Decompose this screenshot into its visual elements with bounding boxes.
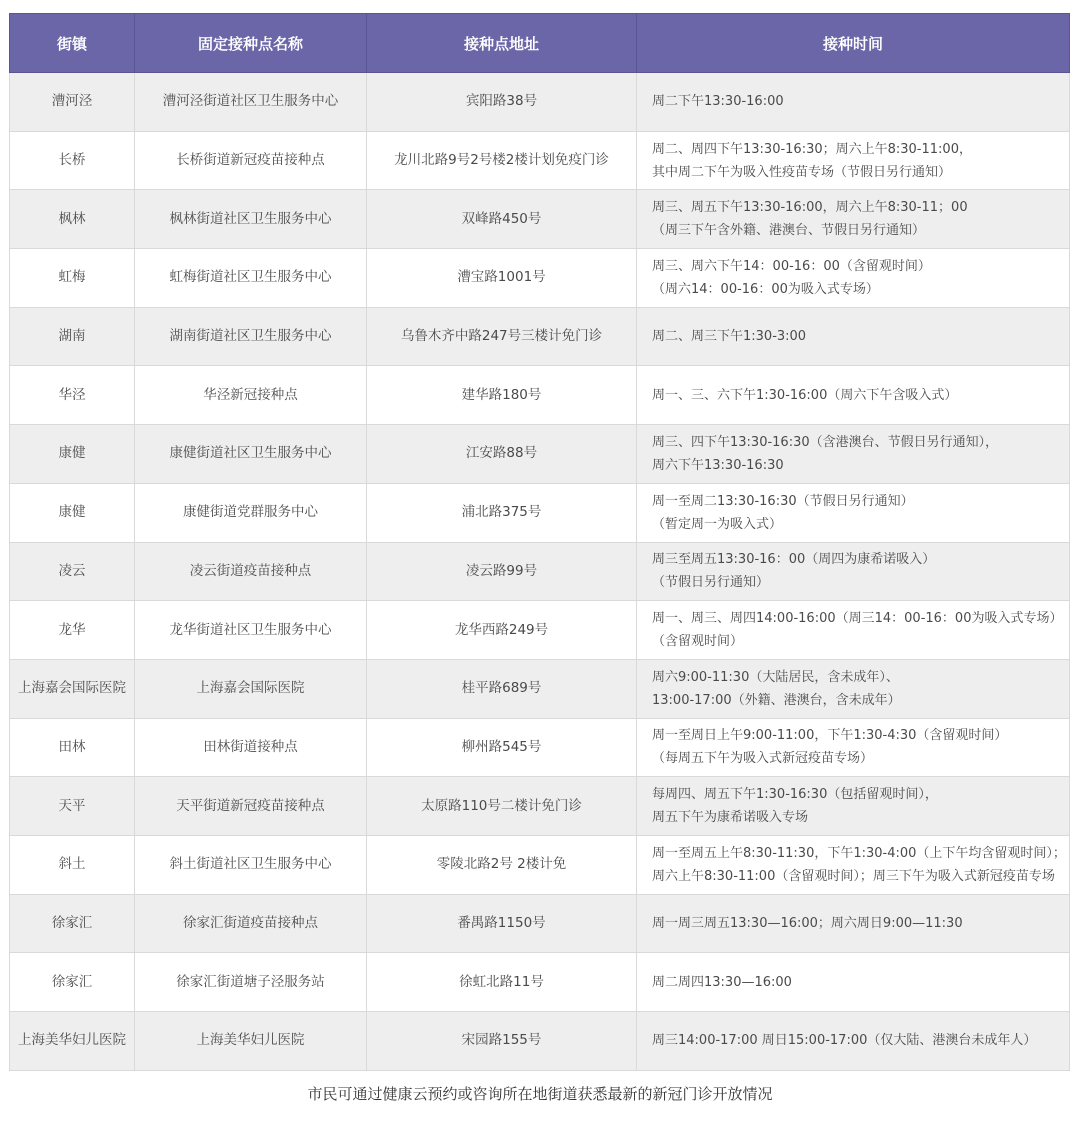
cell-time	[637, 953, 1070, 1012]
table-row	[10, 835, 1070, 894]
table-row	[10, 366, 1070, 425]
cell-time	[637, 835, 1070, 894]
cell-address: 江安路88号	[367, 425, 637, 484]
cell-site-name: 田林街道接种点	[135, 718, 367, 777]
cell-site-name: 天平街道新冠疫苗接种点	[135, 777, 367, 836]
time-line: 周二、周三下午1:30-3:00	[652, 329, 807, 345]
time-line: 周三、周六下午14：00-16：00（含留观时间）	[652, 258, 931, 274]
cell-address: 桂平路689号	[367, 659, 637, 718]
time-line: 周一、三、六下午1:30-16:00（周六下午含吸入式）	[652, 387, 958, 403]
cell-address: 乌鲁木齐中路247号三楼计免门诊	[367, 307, 637, 366]
header-site-name: 固定接种点名称	[135, 14, 367, 73]
time-line: 周一至周日上午9:00-11:00，下午1:30-4:30（含留观时间）	[652, 728, 1008, 744]
cell-town: 田林	[10, 718, 135, 777]
header-address: 接种点地址	[367, 14, 637, 73]
footer-caption: 市民可通过健康云预约或咨询所在地街道获悉最新的新冠门诊开放情况	[307, 1085, 773, 1103]
cell-town: 虹梅	[10, 249, 135, 308]
cell-site-name: 上海美华妇儿医院	[135, 1012, 367, 1071]
table-row	[10, 249, 1070, 308]
cell-town: 徐家汇	[10, 953, 135, 1012]
cell-time	[637, 542, 1070, 601]
time-line: 13:00-17:00（外籍、港澳台，含未成年）	[652, 692, 901, 708]
table-header-row	[10, 14, 1070, 73]
time-line: （暂定周一为吸入式）	[652, 516, 783, 532]
time-line: 周六9:00-11:30（大陆居民，含未成年）、	[652, 669, 899, 685]
cell-address: 龙华西路249号	[367, 601, 637, 660]
cell-time	[637, 249, 1070, 308]
cell-address: 宾阳路38号	[367, 73, 637, 132]
table-row	[10, 894, 1070, 953]
time-line: 周六上午8:30-11:00（含留观时间）；周三下午为吸入式新冠疫苗专场	[652, 868, 1055, 884]
cell-town: 枫林	[10, 190, 135, 249]
cell-time	[637, 425, 1070, 484]
time-line: 周二下午13:30-16:00	[652, 94, 784, 110]
cell-town: 华泾	[10, 366, 135, 425]
cell-time	[637, 894, 1070, 953]
cell-time	[637, 601, 1070, 660]
time-line: 周一至周五上午8:30-11:30，下午1:30-4:00（上下午均含留观时间）；	[652, 845, 1066, 861]
time-line: 周一、周三、周四14:00-16:00（周三14：00-16：00为吸入式专场）	[652, 611, 1063, 627]
time-line: （每周五下午为吸入式新冠疫苗专场）	[652, 751, 874, 767]
cell-town: 斜土	[10, 835, 135, 894]
time-line: 周二周四13:30—16:00	[652, 974, 792, 990]
vaccination-table-container	[9, 13, 1069, 1071]
cell-site-name: 徐家汇街道疫苗接种点	[135, 894, 367, 953]
time-line: 周一至周二13:30-16:30（节假日另行通知）	[652, 493, 914, 509]
cell-site-name: 漕河泾街道社区卫生服务中心	[135, 73, 367, 132]
cell-time	[637, 718, 1070, 777]
time-line: 周三至周五13:30-16：00（周四为康希诺吸入）	[652, 552, 936, 568]
table-row	[10, 601, 1070, 660]
cell-time	[637, 659, 1070, 718]
cell-address: 建华路180号	[367, 366, 637, 425]
cell-time	[637, 366, 1070, 425]
time-line: 周三14:00-17:00 周日15:00-17:00（仅大陆、港澳台未成年人）	[652, 1033, 1037, 1049]
table-row	[10, 131, 1070, 190]
cell-site-name: 龙华街道社区卫生服务中心	[135, 601, 367, 660]
table-row	[10, 307, 1070, 366]
table-row	[10, 953, 1070, 1012]
time-line: 其中周二下午为吸入性疫苗专场（节假日另行通知）	[652, 164, 952, 180]
time-line: 周六下午13:30-16:30	[652, 457, 784, 473]
time-line: 周三、四下午13:30-16:30（含港澳台、节假日另行通知），	[652, 434, 999, 450]
cell-time	[637, 307, 1070, 366]
table-row	[10, 718, 1070, 777]
cell-address: 龙川北路9号2号楼2楼计划免疫门诊	[367, 131, 637, 190]
cell-site-name: 枫林街道社区卫生服务中心	[135, 190, 367, 249]
cell-town: 龙华	[10, 601, 135, 660]
cell-town: 天平	[10, 777, 135, 836]
cell-time	[637, 777, 1070, 836]
table-row	[10, 425, 1070, 484]
time-line: （含留观时间）	[652, 634, 744, 650]
time-line: 每周四、周五下午1:30-16:30（包括留观时间），	[652, 787, 938, 803]
cell-time	[637, 190, 1070, 249]
cell-site-name: 华泾新冠接种点	[135, 366, 367, 425]
cell-site-name: 上海嘉会国际医院	[135, 659, 367, 718]
table-body	[10, 73, 1070, 1071]
table-row	[10, 542, 1070, 601]
table-row	[10, 659, 1070, 718]
cell-site-name: 徐家汇街道塘子泾服务站	[135, 953, 367, 1012]
time-line: （周六14：00-16：00为吸入式专场）	[652, 281, 879, 297]
cell-site-name: 康健街道社区卫生服务中心	[135, 425, 367, 484]
vaccination-sites-table	[9, 13, 1070, 1071]
cell-town: 康健	[10, 483, 135, 542]
cell-time	[637, 131, 1070, 190]
time-line: （节假日另行通知）	[652, 575, 770, 591]
time-line: 周二、周四下午13:30-16:30；周六上午8:30-11:00，	[652, 141, 972, 157]
cell-site-name: 湖南街道社区卫生服务中心	[135, 307, 367, 366]
cell-site-name: 凌云街道疫苗接种点	[135, 542, 367, 601]
table-row	[10, 73, 1070, 132]
table-row	[10, 1012, 1070, 1071]
time-line: 周三、周五下午13:30-16:00，周六上午8:30-11；00	[652, 200, 968, 216]
cell-time	[637, 483, 1070, 542]
table-row	[10, 483, 1070, 542]
cell-town: 康健	[10, 425, 135, 484]
cell-address: 漕宝路1001号	[367, 249, 637, 308]
cell-address: 零陵北路2号 2楼计免	[367, 835, 637, 894]
cell-town: 徐家汇	[10, 894, 135, 953]
cell-address: 凌云路99号	[367, 542, 637, 601]
cell-site-name: 长桥街道新冠疫苗接种点	[135, 131, 367, 190]
time-line: （周三下午含外籍、港澳台、节假日另行通知）	[652, 223, 926, 239]
cell-address: 宋园路155号	[367, 1012, 637, 1071]
cell-address: 浦北路375号	[367, 483, 637, 542]
cell-site-name: 虹梅街道社区卫生服务中心	[135, 249, 367, 308]
table-row	[10, 777, 1070, 836]
header-time: 接种时间	[637, 14, 1070, 73]
cell-site-name: 康健街道党群服务中心	[135, 483, 367, 542]
cell-time	[637, 73, 1070, 132]
cell-town: 凌云	[10, 542, 135, 601]
cell-address: 太原路110号二楼计免门诊	[367, 777, 637, 836]
cell-address: 双峰路450号	[367, 190, 637, 249]
time-line: 周五下午为康希诺吸入专场	[652, 810, 809, 826]
table-row	[10, 190, 1070, 249]
cell-address: 徐虹北路11号	[367, 953, 637, 1012]
header-town: 街镇	[10, 14, 135, 73]
cell-town: 上海美华妇儿医院	[10, 1012, 135, 1071]
cell-address: 柳州路545号	[367, 718, 637, 777]
cell-town: 湖南	[10, 307, 135, 366]
cell-town: 上海嘉会国际医院	[10, 659, 135, 718]
time-line: 周一周三周五13:30—16:00；周六周日9:00—11:30	[652, 915, 963, 931]
cell-address: 番禺路1150号	[367, 894, 637, 953]
cell-town: 长桥	[10, 131, 135, 190]
cell-town: 漕河泾	[10, 73, 135, 132]
cell-site-name: 斜土街道社区卫生服务中心	[135, 835, 367, 894]
cell-time	[637, 1012, 1070, 1071]
